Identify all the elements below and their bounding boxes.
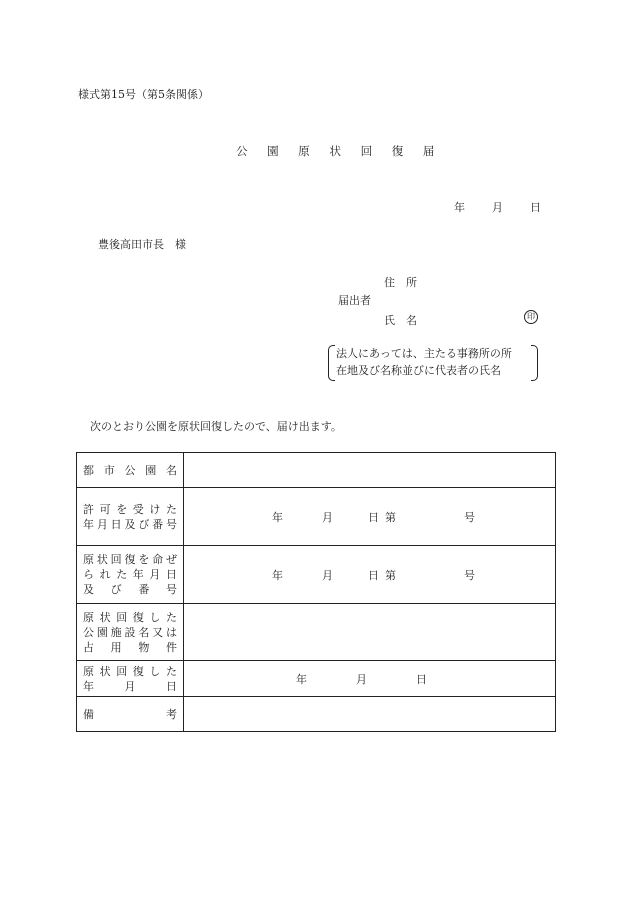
label-text: 備 考 (83, 707, 177, 721)
permit-year: 年 (272, 510, 283, 524)
field-remarks[interactable] (184, 697, 556, 732)
row-order (77, 546, 556, 604)
permit-day: 日 (368, 510, 379, 524)
row-park-name (77, 453, 556, 488)
label-text: 及 び 番 号 (83, 583, 177, 596)
label-text: 公園施設名又は (83, 625, 177, 639)
restoration-form-table (76, 452, 556, 732)
label-text: 年月日及び番号 (83, 517, 177, 531)
address-label: 住 所 (384, 276, 417, 289)
label-text: 占 用 物 件 (83, 640, 177, 654)
restored-month: 月 (356, 672, 367, 686)
seal-mark: 印 (524, 310, 538, 324)
label-permit (77, 488, 184, 546)
row-restored-date (77, 661, 556, 697)
restored-year: 年 (296, 672, 307, 686)
order-day: 日 (368, 568, 379, 582)
field-permit-date-number[interactable] (184, 488, 556, 546)
order-year: 年 (272, 568, 283, 582)
row-permit (77, 488, 556, 546)
filer-label: 届出者 (338, 294, 371, 307)
row-facility (77, 604, 556, 661)
label-text: 原状回復を命ぜ (83, 553, 177, 566)
right-bracket (531, 345, 538, 381)
label-text: 許 可 を 受 け た (83, 502, 177, 516)
permit-no-prefix: 第 (385, 510, 396, 524)
field-facility[interactable] (184, 604, 556, 661)
permit-no-suffix: 号 (464, 510, 475, 524)
date-year: 年 (454, 201, 465, 214)
row-remarks (77, 697, 556, 732)
date-month: 月 (492, 201, 503, 214)
name-label: 氏 名 (384, 314, 417, 327)
form-number: 様式第15号（第5条関係） (78, 88, 209, 101)
corp-note-line-1: 法人にあっては、主たる事務所の所 (336, 347, 512, 360)
label-facility (77, 604, 184, 661)
label-text: ら れ た 年 月 日 (83, 568, 177, 581)
label-text: 年 月 日 (83, 679, 177, 693)
order-no-suffix: 号 (464, 568, 475, 582)
date-day: 日 (530, 201, 541, 214)
label-text: 原 状 回 復 し た (83, 610, 177, 624)
left-bracket (328, 345, 335, 381)
label-remarks (77, 697, 184, 732)
label-park-name (77, 453, 184, 488)
field-order-date-number[interactable] (184, 546, 556, 604)
corp-note-line-2: 在地及び名称並びに代表者の氏名 (336, 364, 501, 377)
addressee: 豊後高田市長 様 (98, 238, 186, 251)
label-text: 原 状 回 復 し た (83, 664, 177, 678)
corporation-note (330, 345, 530, 379)
label-order (77, 546, 184, 604)
label-text: 都 市 公 園 名 (83, 463, 177, 477)
order-no-prefix: 第 (385, 568, 396, 582)
field-restored-date[interactable] (184, 661, 556, 697)
label-restored-date (77, 661, 184, 697)
field-park-name[interactable] (184, 453, 556, 488)
intro-text: 次のとおり公園を原状回復したので、届け出ます。 (90, 420, 342, 433)
submission-date (454, 199, 541, 215)
permit-month: 月 (322, 510, 333, 524)
document-title: 公 園 原 状 回 復 届 (236, 144, 443, 158)
order-month: 月 (322, 568, 333, 582)
restored-day: 日 (416, 672, 427, 686)
